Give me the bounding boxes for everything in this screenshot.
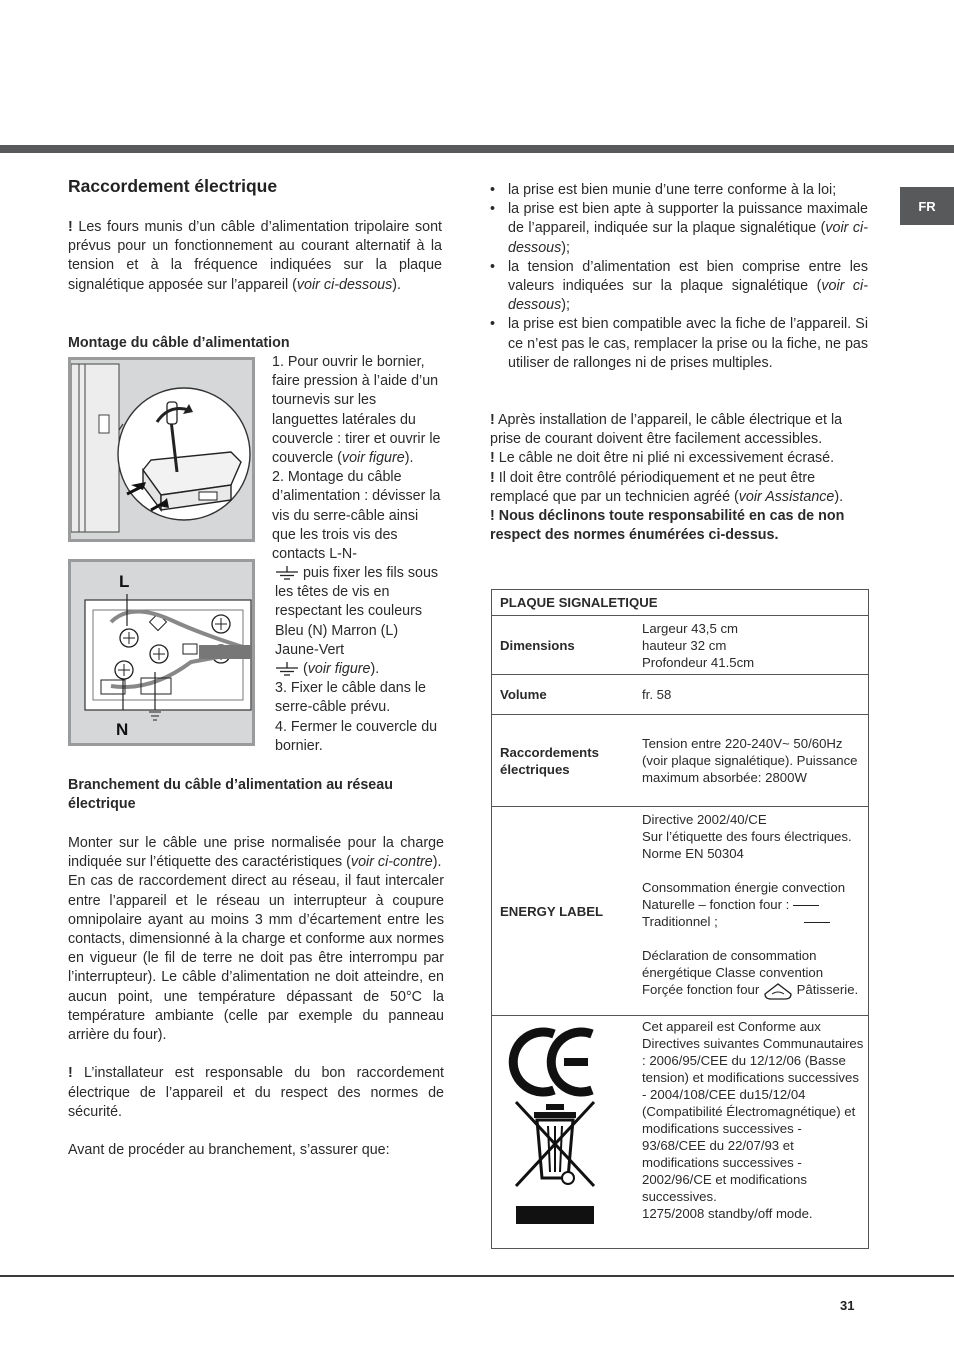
intro-paragraph: ! Les fours munis d’un câble d’alimentation tripolaire sont prévus pour un fonctionnement au courant alternatif à la tension et à la fréquence indiquées sur la plaque signalétique apposée sur l’appareil (voir ci-dessous). — [68, 219, 442, 293]
branchement-body: Monter sur le câble une prise normalisée pour la charge indiquée sur l’étiquette des caractéristiques (voir ci-contre). En cas de raccordement direct au réseau, il faut intercaler entre l’appareil et le réseau un interrupteur à coupure omnipolaire ayant au moins 3 mm d’écartement entre les contacts, dimensionné à la charge et conforme aux normes en vigueur (le fil de terre ne doit pas être interrompu par l’interrupteur). Le câble d’alimentation ne doit atteindre, en aucun point, une température dépassant de 50°C la température ambiante (celle par exemple du panneau arrière du four). ! L’installateur est responsable du bon raccordement électrique de l’appareil et du respect des normes de sécurité. Avant de procéder au branchement, s’assurer que: — [68, 835, 444, 1159]
branchement-heading: Branchement du câble d’alimentation au réseau électrique — [68, 777, 393, 813]
energy-value: Directive 2002/40/CE Sur l’étiquette des fours électriques. Norme EN 50304 Consommation énergie convection Naturelle – fonction four : Traditionnel ; Déclaration de consommation énergétique Classe convention Forçée fonction four Pâtisserie. — [634, 807, 869, 1016]
list-item: • la prise est bien compatible avec la fiche de l’appareil. Si ce n’est pas le cas, remplacer la prise ou la fiche, ne pas utiliser de rallonges ni de prises multiples. — [490, 315, 868, 373]
wiring-illustration — [71, 562, 252, 743]
montage-heading: Montage du câble d’alimentation — [68, 335, 290, 351]
footer-rule — [0, 1275, 954, 1277]
montage-steps-2: puis fixer les fils sous les têtes de vis en respectant les couleurs Bleu (N) Marron (L) Jaune-Vert (voir figure). 3. Fixer le câble dans le serre-câble prévu. 4. Fermer le couvercle du bornier. — [275, 565, 439, 754]
raccordements-value: Tension entre 220-240V~ 50/60Hz (voir plaque signalétique). Puissance maximum absorbée: 2800W — [634, 715, 869, 807]
weee-bin-icon — [512, 1100, 602, 1230]
header-bar — [0, 145, 954, 153]
wire-label-n: N — [116, 720, 129, 739]
terminal-cover-illustration — [71, 360, 252, 539]
compliance-value: Cet appareil est Conforme aux Directives suivantes Communautaires : 2006/95/CEE du 12/12/06 (Basse tension) et modifications successives - 2004/108/CEE du15/12/04 (Compatibilité Électromagnétique) et modifications successives - 93/68/CEE du 22/07/93 et modifications successives - 2002/96/CE et modifications successives. 1275/2008 standby/off mode. — [634, 1016, 869, 1249]
volume-value: fr. 58 — [634, 675, 869, 715]
raccordements-label: Raccordements électriques — [492, 715, 635, 807]
montage-steps-1: 1. Pour ouvrir le bornier, faire pression à l’aide d’un tournevis sur les languettes latérales du couvercle : tirer et ouvrir le couvercle (voir figure). 2. Montage du câble d’alimentation : dévisser la vis du serre-câble ainsi que les trois vis des contacts L-N- — [272, 354, 441, 563]
fan-oven-icon — [763, 982, 793, 1000]
rating-plate-table — [491, 589, 869, 1249]
blank-line — [804, 922, 830, 923]
list-item: • la prise est bien munie d’une terre conforme à la loi; — [490, 181, 868, 200]
list-item: • la prise est bien apte à supporter la puissance maximale de l’appareil, indiquée sur la plaque signalétique (voir ci-dessous); — [490, 200, 868, 258]
dimensions-value: Largeur 43,5 cm hauteur 32 cm Profondeur 41.5cm — [634, 616, 869, 675]
wiring-figure — [68, 559, 255, 746]
ground-symbol-icon — [275, 662, 299, 676]
compliance-logos — [492, 1016, 635, 1249]
ground-symbol-icon — [275, 566, 299, 580]
page-number: 31 — [840, 1298, 855, 1313]
section-title: Raccordement électrique — [68, 176, 278, 196]
table-header: PLAQUE SIGNALETIQUE — [492, 590, 869, 616]
list-item: • la tension d’alimentation est bien comprise entre les valeurs indiquées sur la plaque signalétique (voir ci-dessous); — [490, 258, 868, 316]
terminal-cover-figure — [68, 357, 255, 542]
language-tab: FR — [900, 187, 954, 225]
dimensions-label: Dimensions — [492, 616, 635, 675]
blank-line — [793, 905, 819, 906]
wire-label-l: L — [119, 572, 130, 591]
checklist — [490, 181, 868, 373]
volume-label: Volume — [492, 675, 635, 715]
energy-label: ENERGY LABEL — [492, 807, 635, 1016]
warnings: ! Après installation de l’appareil, le câble électrique et la prise de courant doivent être facilement accessibles. ! Le câble ne doit être ni plié ni excessivement écrasé. ! Il doit être contrôlé périodiquement et ne peut être remplacé que par un technicien agréé (voir Assistance). ! Nous déclinons toute responsabilité en cas de non respect des normes énumérées ci-dessus. — [490, 412, 845, 544]
